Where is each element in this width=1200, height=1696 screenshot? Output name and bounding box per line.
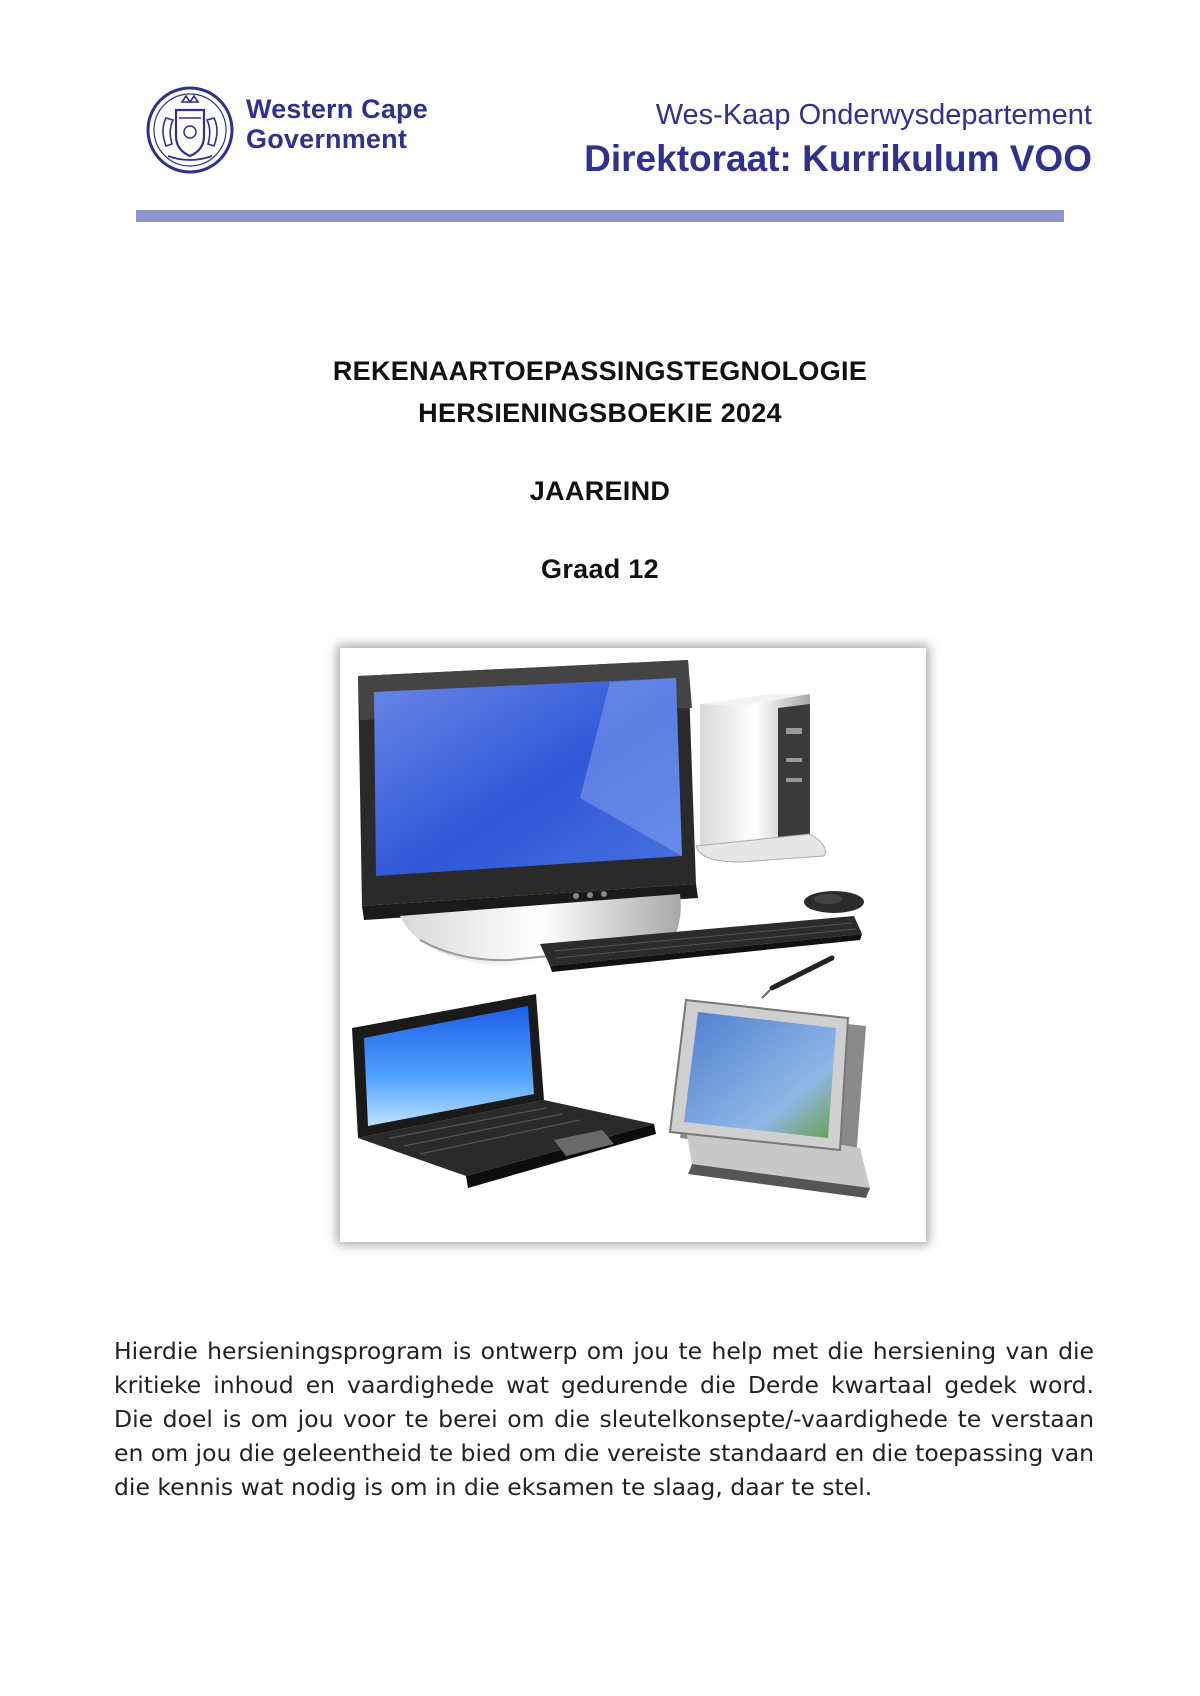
org-name-line1: Western Cape xyxy=(246,94,428,124)
directorate-name: Direktoraat: Kurrikulum VOO xyxy=(584,138,1092,179)
computers-illustration xyxy=(340,648,926,1242)
department-name: Wes-Kaap Onderwysdepartement xyxy=(655,99,1092,131)
grade-title: Graad 12 xyxy=(541,554,659,584)
tablet-pc-icon xyxy=(670,958,870,1198)
coat-of-arms-icon xyxy=(146,84,234,176)
org-name-line2: Government xyxy=(246,124,408,154)
laptop-icon xyxy=(352,994,656,1188)
subject-title: REKENAARTOEPASSINGSTEGNOLOGIE xyxy=(332,356,868,386)
computer-tower-icon xyxy=(696,694,825,862)
title-block xyxy=(0,350,1200,590)
booklet-title: HERSIENINGSBOEKIE 2024 xyxy=(418,398,782,428)
org-name xyxy=(246,94,428,154)
department-heading xyxy=(584,98,1092,182)
header-divider xyxy=(136,210,1064,222)
wcg-logo xyxy=(146,84,466,180)
mouse-icon xyxy=(804,891,864,913)
desktop-monitor-icon xyxy=(358,660,698,966)
term-title: JAAREIND xyxy=(529,476,671,506)
intro-paragraph: Hierdie hersieningsprogram is ontwerp om jou te help met die hersiening van die kritieke inhoud en vaardighede wat gedurende die Derde kwartaal gedek word. Die doel is om jou voor te berei om die sleutelkonsepte/-vaardighede te verstaan en om jou die geleentheid te bied om die vereiste standaard en die toepassing van die kennis wat nodig is om in die eksamen te slaag, daar te stel. xyxy=(114,1336,1095,1501)
